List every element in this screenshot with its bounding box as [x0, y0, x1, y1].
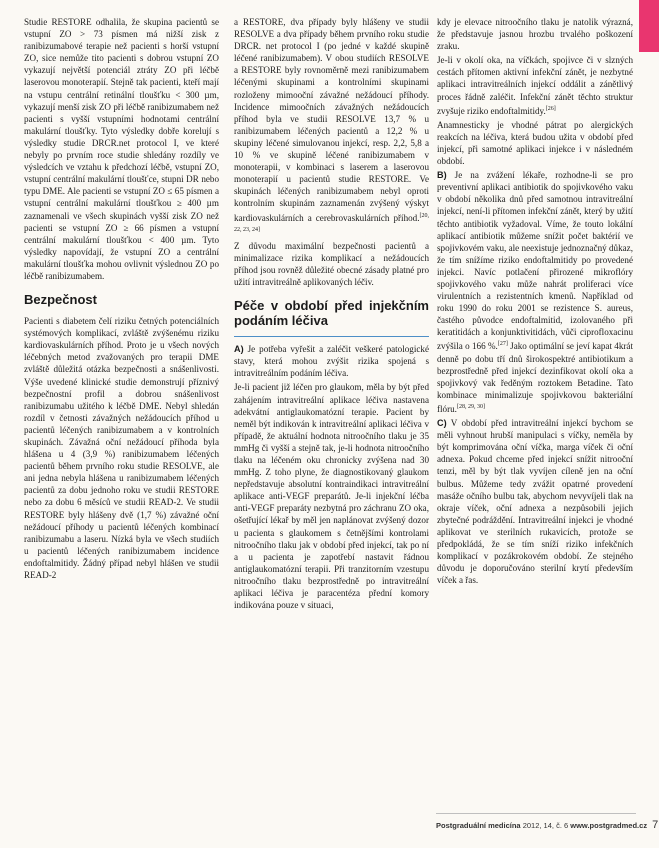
- journal-issue: 2012, 14, č. 6: [522, 821, 569, 830]
- citation-ref: [26]: [545, 105, 556, 112]
- section-divider: [234, 336, 429, 337]
- paragraph-text: Je na zvážení lékaře, rozhodne-li se pro preventivní aplikaci antibiotik do spojivkového vaku v období několika dnů před samotnou intravitreální injekcí, není-li přítomen infekční zánět, který by užití těchto antibiotik vyžadoval. Víme, že touto lokální aplikací antibiotik můžeme snížit počet baktérií ve spojivkovém vaku, ale neexistuje jednoznačný důkaz, že tím snížíme riziko endoftalmitidy po provedené injekci. Navíc potlačení přirozené mikroflóry spojivkového vaku může nahrát proliferaci více virulentních a rezistentních kmenů. Například od roku 1990 do roku 2001 se rezistence S. aureus, častého původce endoftalmitid, izolovaného při keratitidách a konjunktivitidách, vůči ciprofloxacinu zvýšila o 166 %.: [437, 170, 633, 352]
- paragraph: [437, 54, 633, 117]
- column-2: [234, 16, 429, 613]
- footer-divider: [436, 813, 636, 814]
- journal-url: www.postgradmed.cz: [570, 821, 648, 830]
- paragraph: Pacienti s diabetem čelí riziku četných potenciálních systémových komplikací, zvláště zvýšenému riziku kardiovaskulárních příhod. Proto je u všech nových léčebných metod zvažovaných pro terapii DME zvláště důležitá otázka bezpečnosti a snášenlivosti. Výše uvedené klinické studie demonstrují příznivý bezpečnostní profil a dobrou snášenlivost ranibizumabu užitého k léčbě DME. Nebyl shledán rozdíl v četnosti závažných nežádoucích příhod u pacientů léčených ranibizumabem a v kontrolních skupinách. Závažná oční nežádoucí příhoda byla hlášena u 4 (3,9 %) ranibizumabem léčených pacientů během prvního roku studie RESOLVE, ale ani jedna nebyla hlášena u ranibizumabem léčených pacientů za dobu jednoho roku ve studii RESTORE nebo za dobu 6 měsíců ve studii READ-2. Ve studii RESTORE byly hlášeny dvě (1,7 %) závažné oční nežádoucí příhody u pacientů léčených kombinací ranibizumabu a laseru. Nízká byla ve všech studiích u pacientů léčených ranibizumabem incidence endoftalmitidy. Žádný případ nebyl hlášen ve studii READ-2: [24, 316, 219, 581]
- paragraph-text: a RESTORE, dva případy byly hlášeny ve studii RESOLVE a dva případy během prvního roku studie DRCR. net protocol I (po jedné v každé skupině léčené ranibizumabem). V obou studiích RESOLVE a RESTORE byly rovnoměrně mezi ranibizumabem léčenými skupinami a kontrolními skupinami rozloženy mimooční závažné nežádoucí příhody. Incidence mimoočních závažných nežádoucích příhod byla ve studii RESOLVE 13,7 % u ranibizumabem léčených pacientů a 12,2 % u skupiny léčené simulovanou injekcí, resp. 2,2, 5,8 a 10 % ve skupině léčené ranibizumabem v monoterapii, v kombinaci s laserem a laserovou monoterapií u pacientů studie RESTORE. Ve skupinách léčených ranibizumabem nebyl oproti kontrolním skupinám zaznamenán zvýšený výskyt kardiovaskulárních a cerebrovaskulárních příhod.: [234, 17, 429, 223]
- paragraph: Anamnesticky je vhodné pátrat po alergických reakcích na léčiva, která budou užita v období před injekcí, při samotné aplikaci injekce i v následném období.: [437, 119, 633, 167]
- list-marker-a: A): [234, 344, 244, 355]
- paragraph-text: Jako optimální se jeví kapat 4krát denně po dobu tří dnů širokospektré antibiotikum a bezprostředně před injekcí dezinfikovat okolí oka a spojivkový vak ředěným roztokem Betadine. Tato kombinace minimalizuje spojivkovou bakteriální flóru.: [437, 341, 633, 414]
- paragraph-text: Je-li v okolí oka, na víčkách, spojivce či v slzných cestách přítomen aktivní infekční zánět, je nezbytné aplikaci intravitreálních injekcí oddálit a zánětlivý proces řádně zaléčit. Infekční zánět těchto struktur zvyšuje riziko endoftalmitidy.: [437, 55, 633, 116]
- citation-ref: [27]: [497, 341, 508, 348]
- paragraph-text: V období před intravitreální injekcí bychom se měli vyhnout hrubší manipulaci s víčky, neměla by být komprimována oční víčka, marga víček či oční adnexa. Pokud chceme před injekcí snížit nitrooční tenzi, měl by být tlak vyvíjen cíleně jen na oční bulbus. Můžeme tedy zvážit opatrné provedení masáže očního bulbu tak, abychom nevyvíjeli tlak na okraje víček, oční adnexa a nezpůsobili jejich zbytečné podráždění. Intravitreální injekci je vhodné aplikovat ve sterilních rukavicích, protože se předpokládá, že se tím sníží riziko infekčních komplikací v pozákrokovém období. Ze stejného důvodu je doporučováno sterilní krytí především víček a řas.: [437, 418, 634, 586]
- paragraph: [234, 343, 429, 379]
- citation-ref: [28, 29, 30]: [456, 403, 485, 410]
- paragraph-text: Je potřeba vyřešit a zaléčit veškeré patologické stavy, která mohou zvýšit rizika spojená s intravitreálním podáním léčiva.: [234, 344, 429, 379]
- column-3: [437, 16, 633, 588]
- section-color-tab: [639, 0, 659, 52]
- paragraph: Je-li pacient již léčen pro glaukom, měla by být před zahájením intravitreální aplikace léčiva nastavena adekvátní antiglaukomatózní terapie. Pacient by neměl být indikován k intravitreální aplikaci léčiva v případě, že aktuální hodnota nitroočního tlaku je 35 mmHg či vyšší a stejně tak, je-li hodnota nitroočního tlaku na léčeném oku chronicky zvýšena nad 30 mmHg. Z toho plyne, že diagnostikovaný glaukom nepředstavuje absolutní kontraindikaci intravitreální aplikace anti-VEGF preparátů. Je-li injekční léčba anti-VEGF preparáty nezbytná pro záchranu ZO oka, ošetřující lékař by měl jen naplánovat zvýšený dozor u pacienta s glaukomem s četnějšími kontrolami nitroočního tlaku jak v období před injekcí, tak po ní a u pacienta je zapotřebí nastavit řádnou antiglaukomatózní terapii. Při tranzitorním vzestupu nitroočního tlaku bezprostředně po intravitreální aplikaci léčiva je paracentéza přední komory indikována pouze v situaci,: [234, 382, 429, 611]
- page-number: 7: [652, 819, 659, 831]
- paragraph: [437, 169, 633, 415]
- list-marker-b: B): [437, 170, 447, 181]
- paragraph: Z důvodu maximální bezpečnosti pacientů a minimalizace rizika komplikací a nežádoucích příhod jsou rovněž důležité obecné zásady platné pro užití intravitreálně aplikovaných léčiv.: [234, 240, 429, 288]
- citation-ref: [20, 22, 23, 24]: [234, 212, 429, 233]
- journal-name: Postgraduální medicína: [436, 821, 521, 830]
- paragraph: [437, 417, 633, 586]
- page-footer: [436, 819, 659, 831]
- section-heading-pre-injection-care: Péče v období před injekčním podáním léčiva: [234, 298, 429, 329]
- paragraph: [234, 16, 429, 238]
- column-1: [24, 16, 219, 583]
- paragraph: Studie RESTORE odhalila, že skupina pacientů se vstupní ZO > 73 písmen má nižší zisk z ranibizumabové terapie než pacienti s horší vstupní ZO, sice nemůže tito pacienti s dobrou vstupní ZO vykazují největší potenciál ztráty ZO při léčbě laserovou monoterapií. Stejně tak pacienti, kteří mají na vstupu centrální retinální tloušťku < 300 µm, vykazují menší zisk ZO při léčbě ranibizumabem než pacienti s vyšší vstupními hodnotami centrální makulární tloušťky. Tyto výsledky dobře korelují s výsledky studie DRCR.net protocol I, ve které nebyly po prvním roce studie shledány rozdíly ve výsledcích ve vztahu k předchozí léčbě, vstupní ZO, vstupní centrální makulární tloušťce, stupni DR nebo typu DME. Ale pacienti se vstupní ZO ≤ 65 písmen a vstupní centrální makulární tloušťkou ≥ 400 µm zaznamenali ve všech skupinách vyšší zisk ZO než pacienti se vstupní ZO ≥ 66 písmen a vstupní centrální makulární tloušťkou < 400 µm. Tyto výsledky napovídají, že vstupní ZO a centrální makulární tloušťka mohou ovlivnit výslednou ZO po léčbě ranibizumabem.: [24, 17, 219, 281]
- list-marker-c: C): [437, 418, 447, 429]
- section-heading-safety: Bezpečnost: [24, 292, 97, 308]
- paragraph: kdy je elevace nitroočního tlaku je natolik výrazná, že představuje jasnou hrozbu trvalého poškození zraku.: [437, 17, 633, 52]
